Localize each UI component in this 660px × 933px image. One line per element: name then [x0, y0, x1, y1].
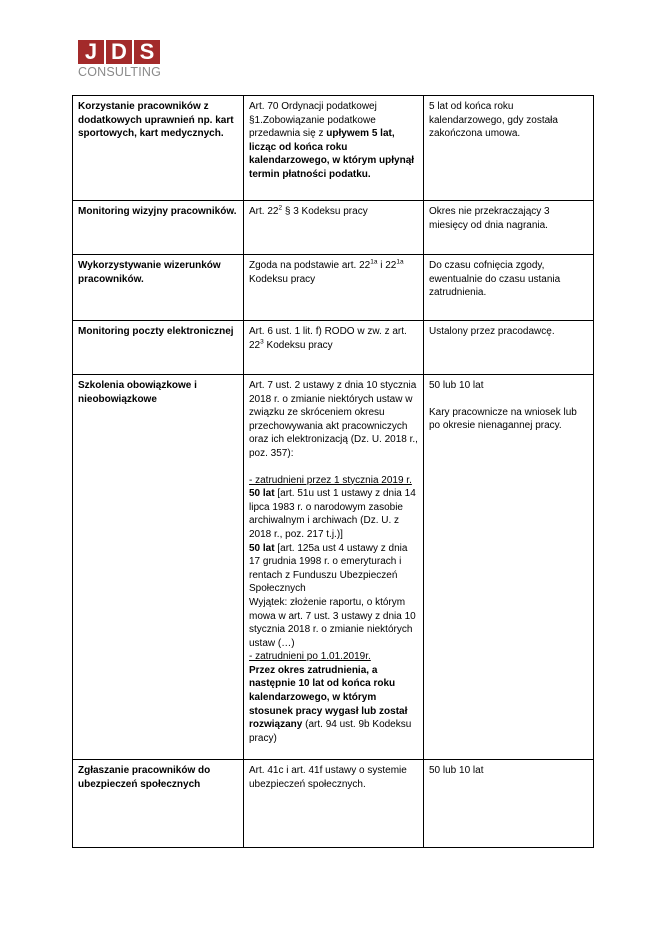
company-logo	[78, 40, 162, 78]
category-cell	[73, 96, 244, 201]
retention-item-period: 50 lat	[249, 488, 275, 500]
superscript: 2	[278, 204, 283, 212]
retention-period-cell	[424, 760, 594, 848]
superscript: 3	[260, 338, 264, 346]
legal-basis-intro: Art. 7 ust. 2 ustawy z dnia 10 stycznia 2018 r. o zmianie niektórych ustaw w związku ze skróceniem okresu przechowywania akt pracowniczych oraz ich elektronizacją (Dz. U. 2018 r., poz. 357):	[249, 380, 418, 459]
superscript: 1a	[370, 258, 378, 266]
category-label: Monitoring wizyjny pracowników.	[78, 206, 237, 217]
legal-basis-text: Art. 6 ust. 1 lit. f) RODO w zw. z art. 22	[249, 326, 407, 351]
retention-item	[249, 542, 418, 596]
table-row	[73, 760, 594, 848]
legal-basis-text: Art. 22	[249, 206, 279, 217]
retention-item-basis: [art. 125a ust 4 ustawy z dnia 17 grudnia 1998 r. o emeryturach i rentach z Funduszu Ubezpieczeń Społecznych	[249, 542, 408, 595]
legal-basis-text: i 22	[377, 260, 397, 271]
legal-basis-cell	[244, 760, 424, 848]
legal-basis-cell	[244, 96, 424, 201]
retention-item-basis: [art. 51u ust 1 ustawy z dnia 14 lipca 1983 r. o narodowym zasobie archiwalnym i archiwach (Dz. U. z 2018 r., poz. 217 t.j.)]	[249, 488, 416, 540]
category-label: Monitoring poczty elektronicznej	[78, 326, 234, 337]
category-cell	[73, 321, 244, 375]
category-cell	[73, 375, 244, 760]
retention-period-cell	[424, 255, 594, 321]
category-label: Zgłaszanie pracowników do ubezpieczeń społecznych	[78, 765, 211, 790]
retention-period: 50 lub 10 lat	[429, 765, 484, 776]
logo-subtitle: CONSULTING	[78, 65, 162, 79]
category-label: Korzystanie pracowników z dodatkowych uprawnień np. kart sportowych, kart medycznych.	[78, 101, 234, 140]
employed-before-heading: - zatrudnieni przez 1 stycznia 2019 r.	[249, 474, 412, 486]
logo-letters	[78, 40, 162, 64]
logo-letter-j: J	[78, 40, 104, 64]
retention-period-cell	[424, 375, 594, 760]
exception-note: Wyjątek: złożenie raportu, o którym mowa w art. 7 ust. 3 ustawy z dnia 10 stycznia 2018 r. o zmianie niektórych ustaw (…)	[249, 596, 416, 649]
legal-basis-text: Art. 70 Ordynacji podatkowej §1.Zobowiązanie podatkowe przedawnia się z	[249, 101, 377, 140]
legal-basis-text: Kodeksu pracy	[263, 339, 333, 351]
legal-basis-cell	[244, 255, 424, 321]
retention-period: Okres nie przekraczający 3 miesięcy od dnia nagrania.	[429, 206, 550, 231]
retention-item-period: 50 lat	[249, 542, 275, 554]
category-cell	[73, 255, 244, 321]
table-row	[73, 375, 594, 760]
superscript: 1a	[396, 258, 404, 266]
legal-basis-text: Kodeksu pracy	[249, 273, 316, 285]
employed-after-rule: Przez okres zatrudnienia, a następnie 10 lat od końca roku kalendarzowego, w którym stosunek pracy wygasł lub został rozwiązany	[249, 664, 408, 731]
legal-basis-text: Zgoda na podstawie art. 22	[249, 260, 371, 271]
retention-period: Do czasu cofnięcia zgody, ewentualnie do czasu ustania zatrudnienia.	[429, 260, 561, 299]
category-label: Wykorzystywanie wizerunków pracowników.	[78, 260, 221, 285]
retention-period-cell	[424, 201, 594, 255]
category-label: Szkolenia obowiązkowe i nieobowiązkowe	[78, 380, 197, 405]
retention-period: 5 lat od końca roku kalendarzowego, gdy została zakończona umowa.	[429, 101, 558, 140]
employed-after-basis: (art. 94 ust. 9b Kodeksu pracy)	[249, 719, 412, 744]
table-row	[73, 255, 594, 321]
retention-period: 50 lub 10 lat	[429, 380, 484, 391]
retention-table	[72, 95, 594, 848]
employed-after-heading: - zatrudnieni po 1.01.2019r.	[249, 651, 371, 663]
legal-basis-cell	[244, 201, 424, 255]
retention-period-cell	[424, 321, 594, 375]
retention-period-note: Kary pracownicze na wniosek lub po okresie nienagannej pracy.	[429, 406, 577, 432]
legal-basis-cell	[244, 321, 424, 375]
logo-letter-s: S	[134, 40, 160, 64]
logo-letter-d: D	[106, 40, 132, 64]
table-row	[73, 321, 594, 375]
legal-basis-cell	[244, 375, 424, 760]
category-cell	[73, 201, 244, 255]
retention-period-cell	[424, 96, 594, 201]
table-row	[73, 201, 594, 255]
category-cell	[73, 760, 244, 848]
table-row	[73, 96, 594, 201]
legal-basis-emphasis: upływem 5 lat, licząc od końca roku kalendarzowego, w którym upłynął termin płatności podatku.	[249, 128, 415, 180]
retention-item	[249, 487, 418, 541]
retention-period: Ustalony przez pracodawcę.	[429, 326, 555, 337]
legal-basis-text: § 3 Kodeksu pracy	[282, 206, 368, 217]
legal-basis-text: Art. 41c i art. 41f ustawy o systemie ubezpieczeń społecznych.	[249, 765, 407, 790]
